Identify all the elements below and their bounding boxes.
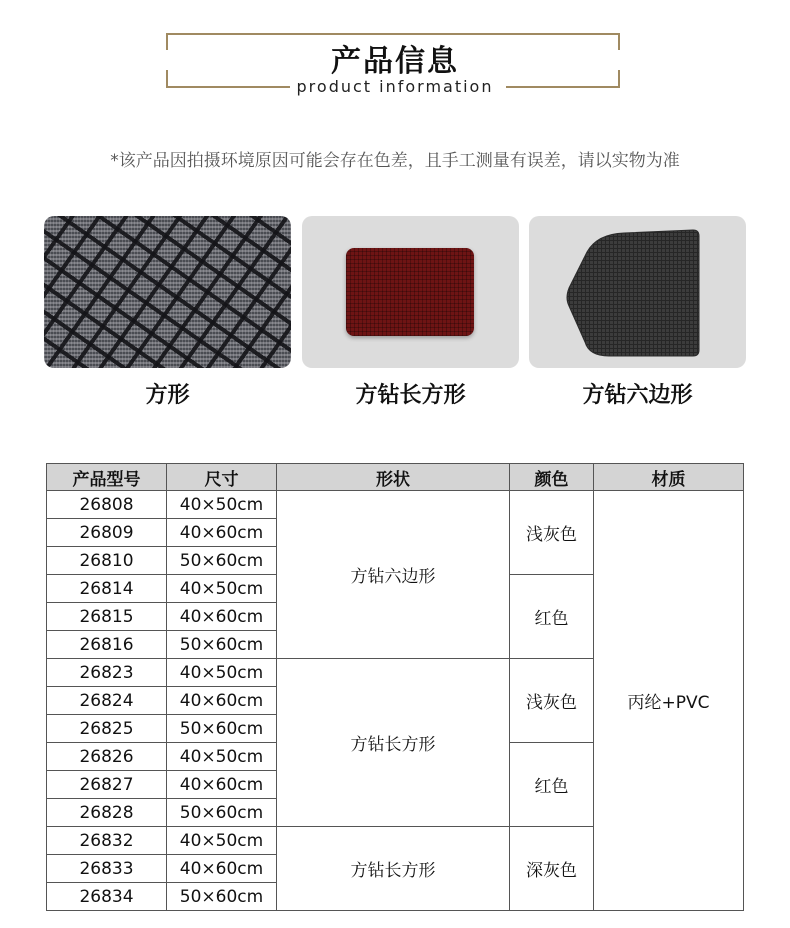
model-cell: 26832: [47, 827, 167, 855]
size-cell: 40×60cm: [167, 687, 277, 715]
model-cell: 26823: [47, 659, 167, 687]
header-frame-line: [166, 33, 620, 35]
model-cell: 26825: [47, 715, 167, 743]
model-cell: 26833: [47, 855, 167, 883]
header-size: 尺寸: [167, 464, 277, 491]
page-title: 产品信息: [331, 44, 459, 79]
size-cell: 40×60cm: [167, 519, 277, 547]
hexagon-mat-shape: [529, 216, 746, 368]
size-cell: 40×50cm: [167, 743, 277, 771]
size-cell: 40×60cm: [167, 603, 277, 631]
size-cell: 50×60cm: [167, 547, 277, 575]
model-cell: 26809: [47, 519, 167, 547]
section-header: [0, 0, 790, 110]
table-header-row: [47, 464, 744, 491]
material-cell: 丙纶+PVC: [594, 491, 744, 911]
model-cell: 26815: [47, 603, 167, 631]
size-cell: 50×60cm: [167, 799, 277, 827]
color-cell: 深灰色: [510, 827, 594, 911]
size-cell: 50×60cm: [167, 883, 277, 911]
shape-cell: 方钻长方形: [277, 659, 510, 827]
size-cell: 40×50cm: [167, 575, 277, 603]
product-caption: 方形: [145, 383, 190, 408]
disclaimer-note: *该产品因拍摄环境原因可能会存在色差，且手工测量有误差，请以实物为准: [110, 151, 680, 171]
model-cell: 26808: [47, 491, 167, 519]
product-caption: 方钻六边形: [582, 383, 693, 408]
size-cell: 40×60cm: [167, 855, 277, 883]
size-cell: 50×60cm: [167, 631, 277, 659]
color-cell: 红色: [510, 575, 594, 659]
header-material: 材质: [594, 464, 744, 491]
model-cell: 26814: [47, 575, 167, 603]
header-color: 颜色: [510, 464, 594, 491]
shape-cell: 方钻长方形: [277, 827, 510, 911]
model-cell: 26824: [47, 687, 167, 715]
size-cell: 40×50cm: [167, 659, 277, 687]
product-caption: 方钻长方形: [355, 383, 466, 408]
model-cell: 26826: [47, 743, 167, 771]
model-cell: 26816: [47, 631, 167, 659]
model-cell: 26827: [47, 771, 167, 799]
header-shape: 形状: [277, 464, 510, 491]
model-cell: 26828: [47, 799, 167, 827]
red-mat-shape: [346, 248, 474, 336]
model-cell: 26834: [47, 883, 167, 911]
page-subtitle: product information: [296, 77, 494, 96]
shape-cell: 方钻六边形: [277, 491, 510, 659]
size-cell: 40×50cm: [167, 827, 277, 855]
table-row: [47, 491, 744, 519]
model-cell: 26810: [47, 547, 167, 575]
spec-table: [46, 463, 744, 911]
product-image-hexagon: [529, 216, 746, 368]
color-cell: 浅灰色: [510, 491, 594, 575]
product-image-red-rectangle: [302, 216, 519, 368]
product-image-square-texture: [44, 216, 291, 368]
size-cell: 40×50cm: [167, 491, 277, 519]
color-cell: 红色: [510, 743, 594, 827]
color-cell: 浅灰色: [510, 659, 594, 743]
size-cell: 50×60cm: [167, 715, 277, 743]
size-cell: 40×60cm: [167, 771, 277, 799]
header-model: 产品型号: [47, 464, 167, 491]
